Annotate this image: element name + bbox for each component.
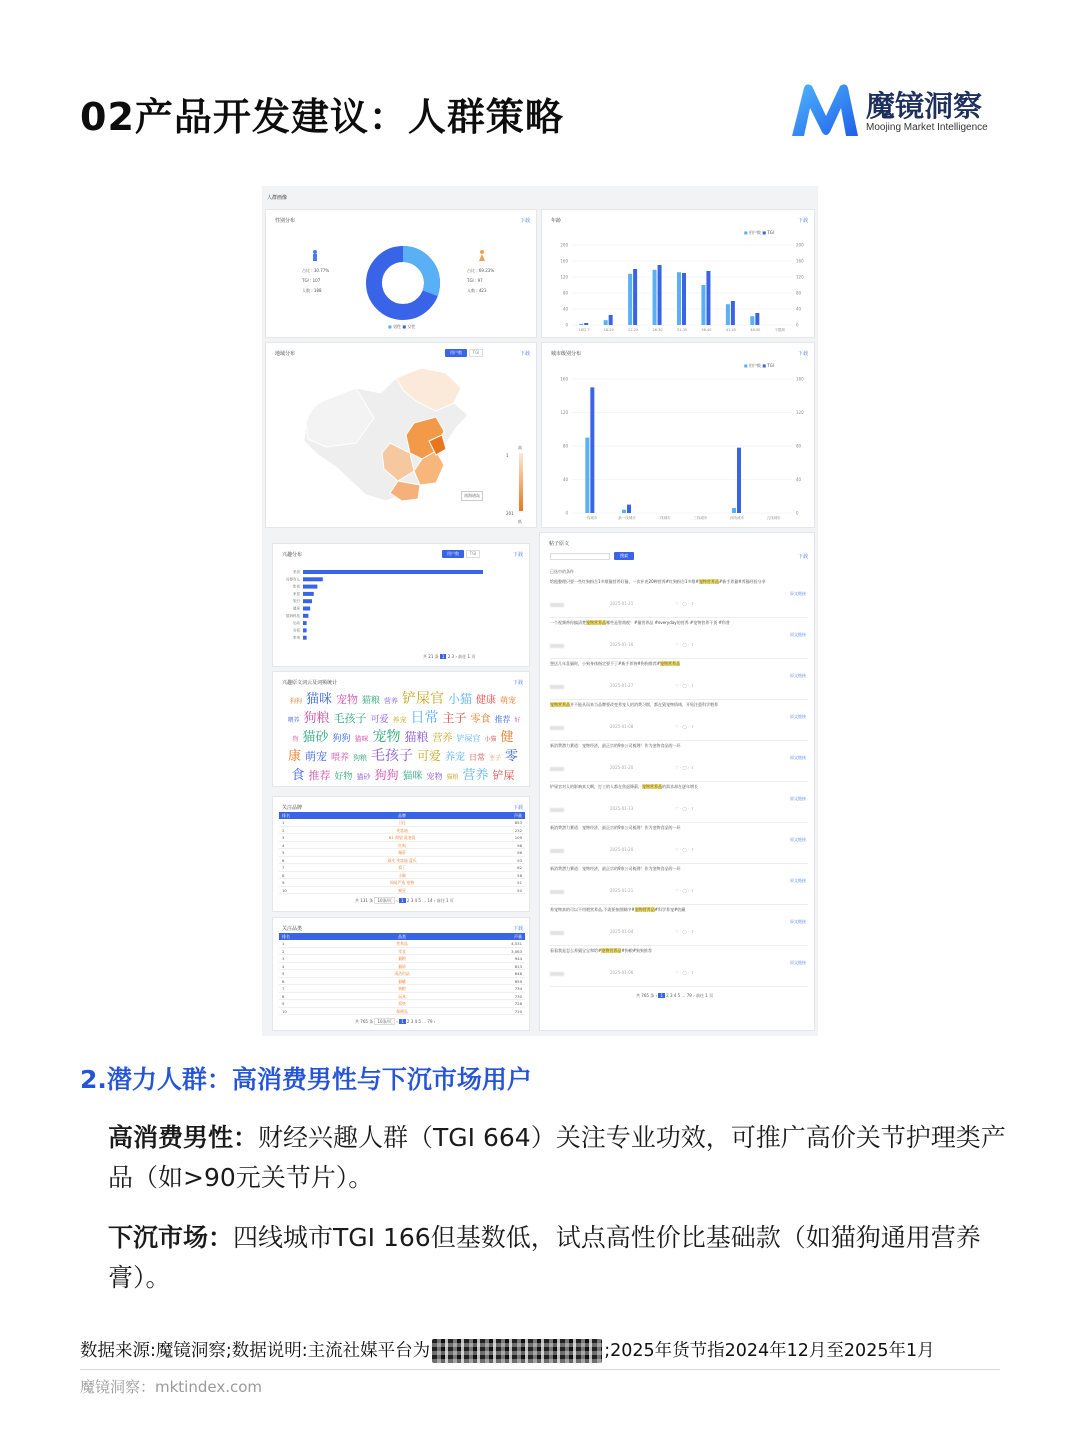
- gender-legend: ■ 男性 ■ 女性: [388, 324, 416, 329]
- categories-pagination: 共 765 条 10条/页 ‹ 1 2 3 4 5 … 79 ›: [355, 1019, 436, 1024]
- post-item[interactable]: 给他整理只要一些红狗粉合1多维猫营养好猫，一次补充20种营养#红狗粉合1多维#宠物营养品#新手养猫#养猫经验分享 2025-01-21 ♡ · ◯ · ⇪ 原文链接: [550, 577, 808, 618]
- post-link: 原文链接: [790, 878, 806, 883]
- table-row: 3 猫粮 944: [279, 955, 525, 963]
- cloud-word: 好物: [292, 717, 521, 743]
- table-row: 8 小佩 58: [279, 872, 525, 880]
- cloud-word: 营养: [432, 733, 453, 744]
- x-tick-label: 五线城市: [766, 516, 781, 520]
- download-button[interactable]: 下载: [519, 218, 530, 224]
- bar-TGI: [737, 448, 741, 513]
- x-tick-label: 31-35: [676, 328, 688, 332]
- y-tick-label: 160: [560, 258, 568, 264]
- post-link: 原文链接: [790, 673, 806, 678]
- y-tick-label: 40: [562, 477, 568, 482]
- cloud-word: 狗狗: [332, 734, 351, 744]
- download-button[interactable]: 下载: [512, 926, 523, 932]
- cloud-word: 铲屎: [492, 769, 515, 782]
- male-count: 人数 : 188: [302, 288, 322, 293]
- cloud-word: 喂养: [287, 717, 300, 724]
- cloud-word: 萌宠: [500, 696, 517, 705]
- city-tier-card: [541, 342, 815, 528]
- x-tick-label: 不限制: [774, 328, 786, 332]
- x-tick-label: 21-25: [628, 328, 639, 332]
- interest-bar: [303, 636, 307, 640]
- table-row: 4 红狗 98: [279, 842, 525, 850]
- moojing-logo-icon: [788, 82, 860, 140]
- bar-用户数: [604, 320, 608, 325]
- city-tier-legend: ■ 用户数 ■ TGI: [743, 363, 774, 368]
- cloud-word: 可爱: [416, 749, 441, 763]
- x-tick-label: 26-30: [652, 328, 663, 332]
- cloud-word: 健康: [476, 695, 497, 706]
- download-button[interactable]: 下载: [797, 218, 808, 224]
- post-item[interactable]: 养宠物真的可以不用喂营养品,不需要按照顺序#宠物营养品#科学养宠#收藏 2025-01-04 ♡ · ◯ · ⇪ 原文链接: [550, 905, 808, 946]
- table-row: 8 玩具 730: [279, 993, 525, 1001]
- y2-tick-label: 120: [796, 274, 804, 280]
- posts-card: [539, 532, 815, 1031]
- post-item[interactable]: 新消费潜力赛道：宠物经济，最正宗的9家公司梳理！作为宠物食品的一环 2025-01-21 ♡ · ◯ · ⇪ 原文链接: [550, 864, 808, 905]
- gender-title: 性别分布: [275, 218, 296, 224]
- table-row: 1 营养品 4,531: [279, 940, 525, 948]
- cloud-word: 猫咪: [354, 735, 369, 743]
- categories-title: 关注品类: [282, 926, 303, 932]
- bar-用户数: [585, 438, 589, 513]
- tab-users[interactable]: 用户数: [442, 550, 464, 558]
- cloud-word: 狗狗: [374, 768, 399, 782]
- posts-list: [550, 577, 808, 987]
- categories-card: [272, 917, 530, 1031]
- table-row: 7 爱丁 62: [279, 864, 525, 872]
- cloud-word: 宠物: [426, 772, 443, 781]
- cloud-word: 猫咪: [305, 692, 332, 707]
- y-tick-label: 40: [562, 306, 568, 312]
- tab-users[interactable]: 用户数: [445, 349, 467, 357]
- gender-donut: [358, 238, 448, 328]
- female-icon: [478, 250, 486, 262]
- table-row: 9 窝垫 728: [279, 1000, 525, 1008]
- interest-label: 家电: [293, 635, 300, 640]
- region-card: [265, 342, 537, 528]
- color-scale-bar: [519, 453, 523, 511]
- y-tick-label: 0: [565, 510, 568, 516]
- interest-label: 母婴育儿: [286, 577, 300, 582]
- cloud-word: 猫砂: [302, 730, 329, 745]
- x-tick-label: 18以下: [578, 328, 590, 332]
- blurred-author: [550, 808, 564, 812]
- download-button[interactable]: 下载: [519, 351, 530, 357]
- post-link: 原文链接: [790, 714, 806, 719]
- section-title: 2.潜力人群：高消费男性与下沉市场用户: [80, 1065, 532, 1094]
- interest-bar: [303, 599, 312, 603]
- interest-pagination: 共 21 条 1 2 3 › 前往 1 页: [423, 654, 476, 659]
- bar-TGI: [633, 269, 637, 325]
- blurred-author: [550, 767, 564, 771]
- male-icon: [311, 250, 319, 262]
- cloud-word: 铲屎官: [456, 734, 481, 743]
- bar-用户数: [750, 316, 754, 325]
- interest-card: [272, 543, 530, 667]
- paragraph-high-spend-male: [108, 1118, 1008, 1198]
- table-row: 6 猫罐 659: [279, 978, 525, 986]
- y2-tick-label: 40: [796, 477, 802, 482]
- south-sea-islands-inset: 南海诸岛: [461, 491, 483, 501]
- table-header: 排名 品类 声量: [279, 933, 525, 940]
- download-button[interactable]: 下载: [512, 805, 523, 811]
- interest-bar: [303, 577, 323, 581]
- cloud-word: 日常: [469, 753, 485, 762]
- interest-label: 健身: [293, 606, 300, 611]
- post-item[interactable]: 看看我是怎么养猫宝宝和给#宠物营养品#狗粮#狗狗推荐 2025-01-06 ♡ · ◯ · ⇪ 原文链接: [550, 946, 808, 987]
- age-card: [541, 209, 815, 338]
- y2-tick-label: 0: [796, 322, 799, 328]
- categories-table: [279, 933, 525, 1015]
- blurred-author: [550, 931, 564, 935]
- bar-TGI: [584, 323, 588, 325]
- paragraph-lower-tier-market: [108, 1218, 1008, 1298]
- download-button[interactable]: 下载: [797, 351, 808, 357]
- cloud-word: 毛孩子: [370, 748, 413, 764]
- table-row: 1 卫仕 653: [279, 819, 525, 827]
- paragraph-label: 高消费男性：: [108, 1123, 259, 1152]
- data-source-note: 数据来源:魔镜洞察;数据说明:主流社媒平台为 ;2025年货节指2024年12月至2025年1月: [80, 1341, 935, 1361]
- dashboard-title: 人群画像: [267, 195, 288, 201]
- y-tick-label: 80: [562, 443, 568, 449]
- posts-pagination: 共 765 条 ‹ 1 2 3 4 5 … 79 › 前往 1 页: [636, 993, 714, 998]
- interest-label: 影视: [293, 584, 300, 589]
- table-row: 9 网易严选 宠物 51: [279, 879, 525, 887]
- cloud-word: 推荐: [494, 715, 511, 724]
- donut-male-slice: [403, 254, 432, 293]
- male-share: 占比 : 30.77%: [302, 268, 330, 273]
- paragraph-text: 四线城市TGI 166但基数低，试点高性价比基础款（如猫狗通用营养膏）。: [108, 1223, 981, 1292]
- table-row: 3 N1 渴望 爱宠爱 109: [279, 834, 525, 842]
- post-link: 原文链接: [790, 837, 806, 842]
- paragraph-text: 财经兴趣人群（TGI 664）关注专业功效，可推广高价关节护理类产品（如>90元关节片）。: [108, 1123, 1006, 1192]
- table-row: 7 狗粮 734: [279, 985, 525, 993]
- blurred-author: [550, 644, 564, 648]
- footer-text: 魔镜洞察：mktindex.com: [80, 1378, 263, 1396]
- logo-subtitle: Moojing Market Intelligence: [866, 122, 988, 133]
- word-cloud: [285, 688, 521, 782]
- dashboard-screenshot: [262, 186, 818, 1036]
- brands-card: [272, 796, 530, 912]
- cloud-word: 主子: [442, 711, 467, 725]
- post-item[interactable]: 一个视频带你搞清楚宠物营养品哪些是智商税！#猫营养品 #everyday的营养 #宠物营养干货 #科普 2025-01-16 ♡ · ◯ · ⇪ 原文链接: [550, 618, 808, 659]
- post-item[interactable]: 新消费潜力赛道：宠物经济，最正宗的9家公司梳理！作为宠物食品的一环 2025-01-20 ♡ · ◯ · ⇪ 原文链接: [550, 741, 808, 782]
- post-link: 原文链接: [790, 591, 806, 596]
- table-row: 2 麦富迪 232: [279, 827, 525, 835]
- interest-label: 家居: [293, 591, 300, 596]
- wordcloud-title: 兴趣原文词云及词频统计: [282, 680, 338, 686]
- cloud-word: 萌宠: [304, 750, 327, 763]
- cloud-word: 好物: [334, 772, 353, 782]
- brand-logo: [788, 82, 1003, 140]
- cloud-word: 毛孩子: [333, 712, 367, 725]
- blurred-author: [550, 685, 564, 689]
- legend-scale-top: 1: [506, 453, 509, 458]
- y2-tick-label: 40: [796, 306, 802, 312]
- interest-bar: [303, 592, 314, 596]
- interest-bar: [303, 614, 308, 618]
- post-link: 原文链接: [790, 960, 806, 965]
- bar-TGI: [609, 315, 613, 325]
- y-tick-label: 200: [560, 242, 568, 248]
- blurred-author: [550, 603, 564, 607]
- table-row: 4 猫砂 813: [279, 963, 525, 971]
- y-tick-label: 160: [560, 376, 568, 382]
- interest-label: 数码科技: [286, 613, 300, 618]
- region-title: 地域分布: [275, 351, 296, 357]
- cloud-word: 宠物: [372, 729, 401, 745]
- bar-用户数: [579, 324, 583, 325]
- bar-TGI: [590, 387, 594, 513]
- brands-pagination: 共 131 条 10条/页 ‹ 1 2 3 4 5 … 14 › 前往 1 页: [355, 898, 454, 903]
- x-tick-label: 三线城市: [693, 516, 708, 520]
- city-tier-chart: [542, 367, 816, 527]
- bar-用户数: [701, 285, 705, 325]
- blurred-author: [550, 972, 564, 976]
- bar-TGI: [658, 265, 662, 325]
- table-row: 2 零食 3,063: [279, 948, 525, 956]
- cloud-word: 猫咪: [402, 771, 423, 782]
- bar-TGI: [706, 271, 710, 325]
- cloud-word: 铲屎官: [402, 691, 445, 707]
- y2-tick-label: 160: [796, 258, 804, 264]
- x-tick-label: 41-45: [725, 328, 736, 332]
- female-share: 占比 : 69.23%: [467, 268, 495, 273]
- post-item[interactable]: 想送几年喜猫时，小狗身体指定要不了#新手养狗#狗狗推荐#宠物营养品 2025-01-27 ♡ · ◯ · ⇪ 原文链接: [550, 659, 808, 700]
- footer-divider: [80, 1369, 1000, 1370]
- cloud-word: 小猫: [484, 736, 497, 743]
- bar-TGI: [627, 505, 631, 513]
- selected-conditions: 已选中的条件: [550, 569, 574, 574]
- interest-bar: [303, 570, 483, 574]
- age-chart: [542, 231, 816, 339]
- y2-tick-label: 80: [796, 290, 802, 296]
- blurred-author: [550, 849, 564, 853]
- download-button[interactable]: 下载: [512, 680, 523, 686]
- interest-label: 旅行: [293, 599, 300, 604]
- bar-用户数: [732, 508, 736, 513]
- wordcloud-card: [272, 671, 530, 787]
- interest-bar: [303, 607, 310, 611]
- bar-用户数: [677, 272, 681, 325]
- x-tick-label: 36-40: [701, 328, 712, 332]
- bar-TGI: [682, 273, 686, 325]
- post-item[interactable]: 铲屎官对人的影响真大啊，打工的人都在焦虑降薪，宠物营养品的需求却在逐年增长 2025-01-13 ♡ · ◯ · ⇪ 原文链接: [550, 782, 808, 823]
- bar-TGI: [731, 301, 735, 325]
- legend-scale-bottom: 201: [506, 511, 514, 516]
- age-title: 年龄: [551, 218, 562, 224]
- female-count: 人数 : 423: [467, 288, 487, 293]
- y2-tick-label: 120: [796, 410, 804, 415]
- y-tick-label: 120: [560, 274, 568, 280]
- cloud-word: 主子: [489, 755, 502, 762]
- cloud-word: 推荐: [308, 769, 331, 782]
- post-link: 原文链接: [790, 632, 806, 637]
- bar-TGI: [755, 313, 759, 325]
- download-button[interactable]: 下载: [797, 554, 808, 560]
- table-header: 排名 品牌 声量: [279, 812, 525, 819]
- y-tick-label: 0: [565, 322, 568, 328]
- cloud-word: 可爱: [370, 715, 389, 725]
- female-tgi: TGI : 97: [467, 278, 483, 283]
- x-tick-label: 一线城市: [583, 516, 598, 520]
- posts-title: 帖子原文: [549, 541, 570, 547]
- cloud-word: 狗粮: [352, 754, 367, 762]
- tab-tgi[interactable]: TGI: [469, 349, 483, 357]
- cloud-word: 养宠: [392, 716, 407, 724]
- x-tick-label: 二线城市: [656, 516, 671, 520]
- legend-low: 低: [518, 519, 522, 524]
- cloud-word: 狗粮: [303, 711, 330, 726]
- cloud-word: 猫粮: [362, 696, 381, 706]
- bar-用户数: [653, 270, 657, 325]
- cloud-word: 养宠: [445, 752, 465, 763]
- cloud-word: 营养: [462, 768, 489, 782]
- table-row: 5 佩蒂 96: [279, 849, 525, 857]
- brands-table: [279, 812, 525, 894]
- male-tgi: TGI : 107: [302, 278, 321, 283]
- y-tick-label: 120: [560, 410, 568, 415]
- blurred-author: [550, 726, 564, 730]
- tab-tgi[interactable]: TGI: [466, 550, 480, 558]
- cloud-word: 猫砂: [356, 773, 371, 781]
- y2-tick-label: 0: [796, 510, 799, 516]
- paragraph-label: 下沉市场：: [108, 1223, 234, 1252]
- cloud-word: 健康: [287, 730, 514, 764]
- interest-bar: [303, 585, 317, 589]
- cloud-word: 零食: [470, 714, 491, 725]
- posts-search-button[interactable]: 搜索: [614, 552, 634, 560]
- cloud-word: 小猫: [448, 692, 473, 706]
- interest-bar: [303, 621, 307, 625]
- city-tier-title: 城市级别分布: [551, 351, 582, 357]
- post-item[interactable]: 新消费潜力赛道：宠物经济，最正宗的9家公司梳理！作为宠物食品的一环 2025-01-20 ♡ · ◯ · ⇪ 原文链接: [550, 823, 808, 864]
- post-link: 原文链接: [790, 919, 806, 924]
- x-tick-label: 18-20: [603, 328, 614, 332]
- legend-high: 高: [518, 445, 522, 450]
- age-legend: ■ 用户数 ■ TGI: [743, 230, 774, 235]
- post-item[interactable]: 宠物营养品并不能从而来当品牌要改变养宠人的消费习惯，都在猜宠物情绪，开始注重科学喂养 2025-01-08 ♡ · ◯ · ⇪ 原文链接: [550, 700, 808, 741]
- y-tick-label: 80: [562, 290, 568, 296]
- gender-card: [265, 209, 537, 338]
- x-tick-label: 46-50: [750, 328, 761, 332]
- y2-tick-label: 200: [796, 242, 804, 248]
- logo-name: 魔镜洞察: [866, 89, 983, 123]
- download-button[interactable]: 下载: [512, 552, 523, 558]
- posts-search-input[interactable]: [550, 553, 610, 560]
- cloud-word: 日常: [410, 710, 439, 726]
- bar-用户数: [628, 274, 632, 325]
- x-tick-label: 新一线城市: [618, 516, 636, 520]
- cloud-word: 营养: [384, 697, 399, 705]
- interest-bar: [303, 628, 307, 632]
- cloud-word: 零食: [291, 749, 519, 782]
- interest-title: 兴趣分布: [282, 552, 303, 558]
- table-row: 5 清洁用品 648: [279, 970, 525, 978]
- interest-chart: [273, 564, 531, 652]
- post-link: 原文链接: [790, 796, 806, 801]
- interest-label: 运动: [293, 621, 300, 626]
- page-title: 02产品开发建议：人群策略: [80, 95, 564, 139]
- interest-label: 穿搭: [293, 628, 300, 633]
- brands-title: 关注品牌: [282, 805, 303, 811]
- cloud-word: 喂养: [330, 753, 349, 763]
- table-row: 10 保健品 710: [279, 1008, 525, 1016]
- y2-tick-label: 80: [796, 443, 802, 449]
- table-row: 6 顽皮 麦富迪 蓝氏 93: [279, 857, 525, 865]
- cloud-word: 宠物: [336, 693, 358, 706]
- interest-label: 美食: [293, 570, 300, 574]
- cloud-word: 猫粮: [446, 774, 459, 781]
- bar-用户数: [726, 304, 730, 325]
- blurred-author: [550, 890, 564, 894]
- post-link: 原文链接: [790, 755, 806, 760]
- cloud-word: 狗狗: [289, 698, 302, 705]
- table-row: 10 疯狂 50: [279, 887, 525, 895]
- cloud-word: 猫粮: [404, 730, 429, 744]
- y2-tick-label: 160: [796, 376, 804, 382]
- redacted-mosaic: [432, 1339, 602, 1363]
- bar-用户数: [622, 510, 626, 513]
- x-tick-label: 四线城市: [730, 516, 744, 520]
